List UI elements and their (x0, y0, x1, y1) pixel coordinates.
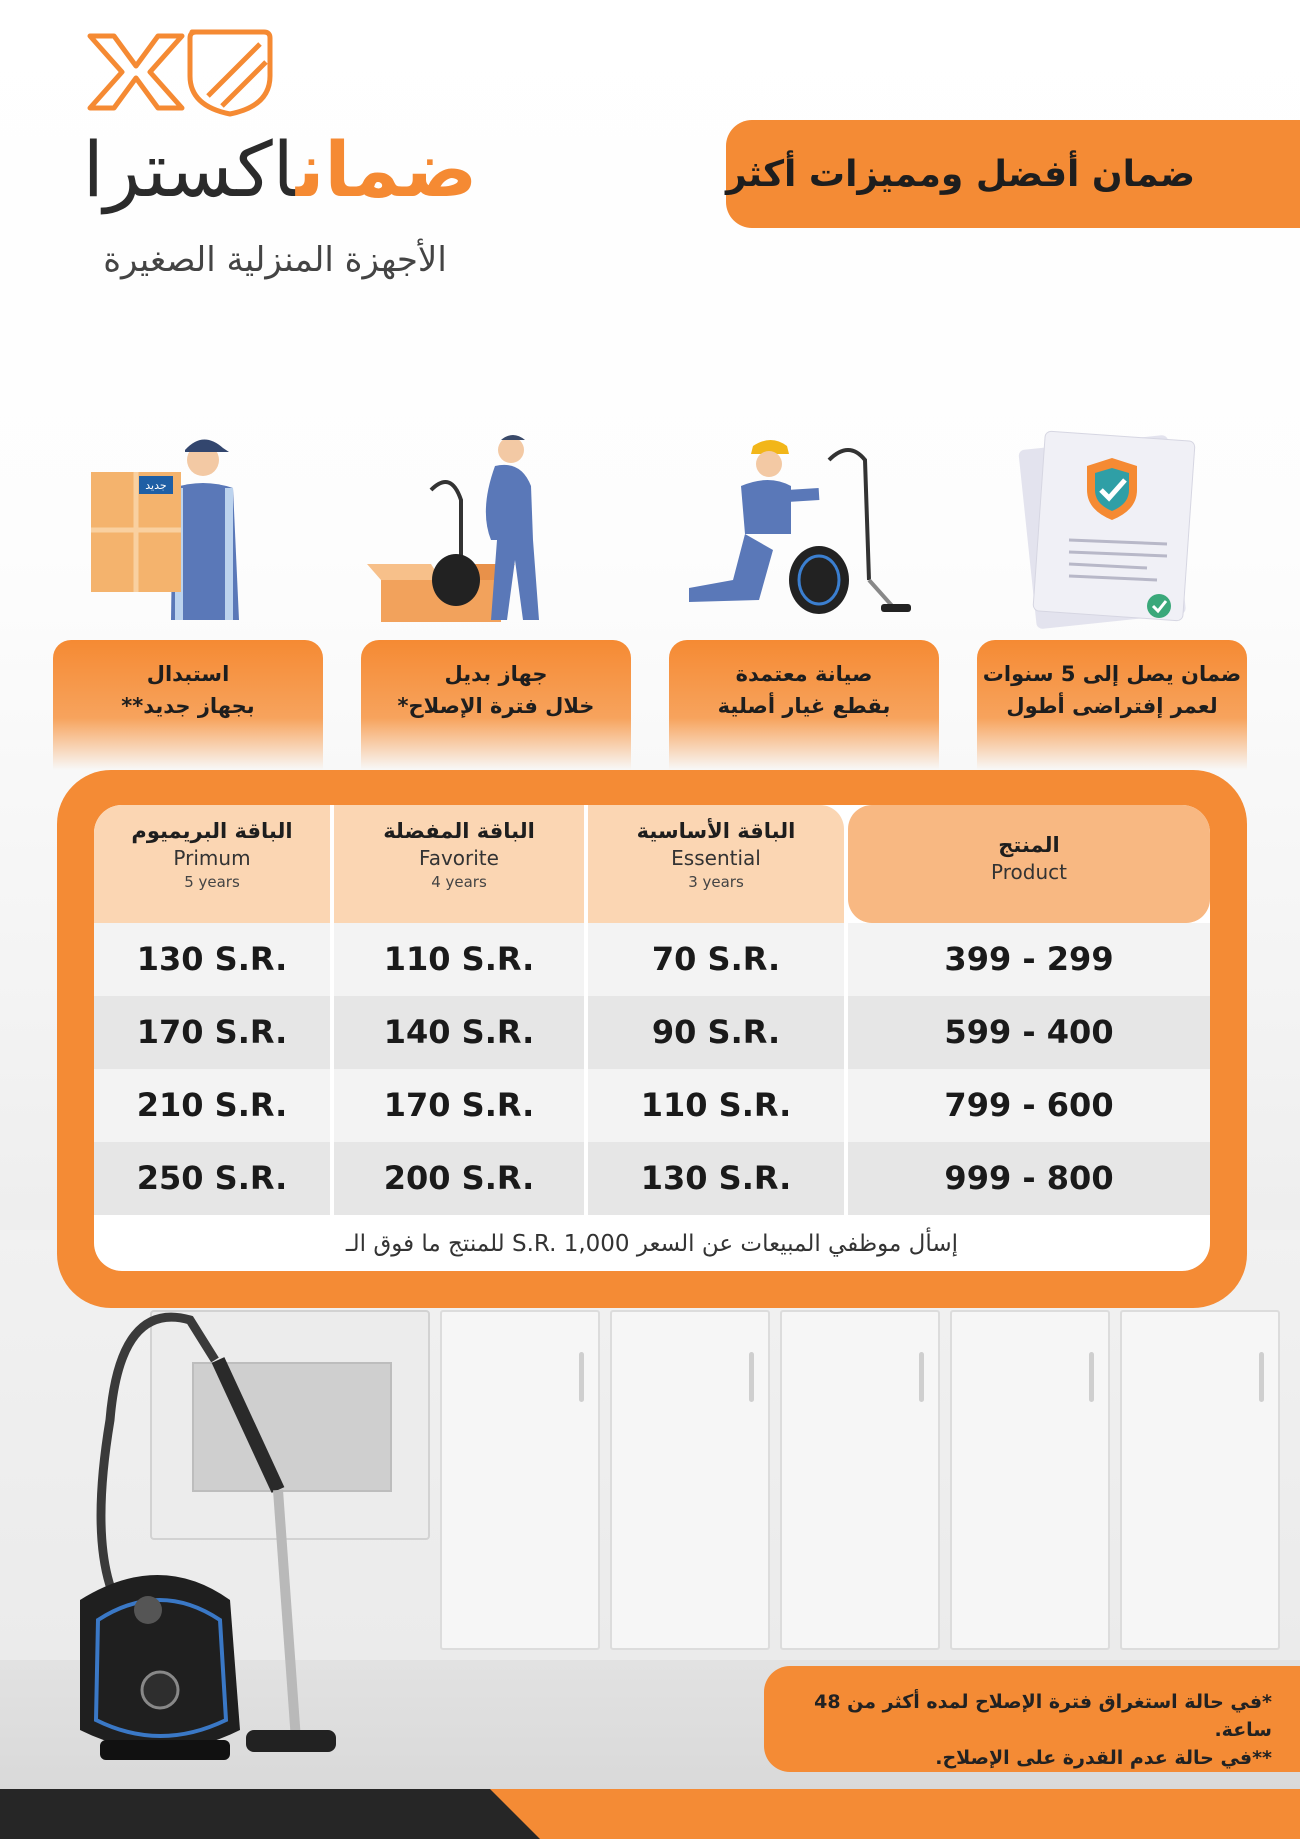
header-favorite (334, 805, 584, 923)
cabinet (780, 1310, 940, 1650)
price-range: 999 - 800 (944, 1159, 1114, 1197)
brand-subtitle: الأجهزة المنزلية الصغيرة (103, 240, 447, 280)
price-favorite: 110 S.R. (383, 940, 535, 978)
feature-line1: ضمان يصل إلى 5 سنوات (982, 662, 1242, 686)
header-favorite-ar: الباقة المفضلة (383, 819, 535, 843)
cabinet (950, 1310, 1110, 1650)
header-premium (94, 805, 330, 923)
header-essential-en: Essential (671, 846, 761, 870)
column-divider (330, 805, 334, 1217)
price-premium: 130 S.R. (136, 940, 288, 978)
price-essential: 130 S.R. (640, 1159, 792, 1197)
price-table (94, 805, 1210, 1271)
feature-card (977, 640, 1247, 770)
table-row (94, 923, 1210, 996)
feature-line2: بجهاز جديد** (121, 694, 255, 718)
header-banner (726, 120, 1300, 228)
feature-card (53, 640, 323, 770)
header-product-ar: المنتج (998, 833, 1060, 857)
header-title: ضمان أفضل ومميزات أكثر (726, 153, 1196, 195)
price-essential: 70 S.R. (651, 940, 781, 978)
feature-card (361, 640, 631, 770)
price-premium: 250 S.R. (136, 1159, 288, 1197)
brand-name-dark: اكسترا (82, 125, 296, 214)
price-range: 399 - 299 (944, 940, 1114, 978)
header-premium-years: 5 years (184, 873, 240, 891)
feature-replacement (361, 430, 631, 770)
feature-line2: بقطع غيار أصلية (717, 694, 891, 718)
brand-name (80, 120, 480, 220)
replacement-device-icon (361, 430, 631, 630)
cabinet (440, 1310, 600, 1650)
header-essential (588, 805, 844, 923)
delivery-box-icon (53, 430, 323, 630)
header-product (848, 805, 1210, 923)
table-row (94, 1142, 1210, 1215)
feature-warranty (977, 430, 1247, 770)
table-row (94, 996, 1210, 1069)
price-premium: 210 S.R. (136, 1086, 288, 1124)
feature-line1: استبدال (146, 662, 230, 686)
price-favorite: 200 S.R. (383, 1159, 535, 1197)
header-essential-years: 3 years (688, 873, 744, 891)
header-favorite-en: Favorite (419, 846, 499, 870)
header-essential-ar: الباقة الأساسية (636, 819, 796, 843)
price-table-frame (57, 770, 1247, 1308)
brand-name-orange: ضمان (295, 125, 478, 214)
price-essential: 90 S.R. (651, 1013, 781, 1051)
feature-line1: جهاز بديل (444, 662, 548, 686)
shield-document-icon (977, 430, 1247, 630)
header-favorite-years: 4 years (431, 873, 487, 891)
feature-exchange (53, 430, 323, 770)
price-favorite: 170 S.R. (383, 1086, 535, 1124)
footnote-line: *في حالة استغراق فترة الإصلاح لمده أكثر من 48 ساعة. (814, 1691, 1272, 1741)
bottom-band-orange (490, 1789, 1300, 1839)
logo-mark-icon (84, 26, 274, 118)
price-range: 799 - 600 (944, 1086, 1114, 1124)
header-premium-ar: الباقة البريميوم (131, 819, 293, 843)
feature-line2: لعمر إفتراضى أطول (1006, 694, 1218, 718)
price-favorite: 140 S.R. (383, 1013, 535, 1051)
header-product-en: Product (991, 860, 1067, 884)
cabinet (610, 1310, 770, 1650)
footnotes-box (764, 1666, 1300, 1772)
feature-line1: صيانة معتمدة (735, 662, 873, 686)
price-premium: 170 S.R. (136, 1013, 288, 1051)
feature-card (669, 640, 939, 770)
footnote-line: **في حالة عدم القدرة على الإصلاح. (935, 1747, 1272, 1769)
box-label: جديد (145, 479, 167, 492)
column-divider (584, 805, 588, 1217)
feature-line2: خلال فترة الإصلاح* (397, 694, 595, 718)
technician-repair-icon (669, 430, 939, 630)
column-divider (844, 805, 848, 1217)
table-note: للمنتج ما فوق الـ S.R. 1,000 إسأل موظفي المبيعات عن السعر (345, 1231, 959, 1257)
price-essential: 110 S.R. (640, 1086, 792, 1124)
header-premium-en: Primum (173, 846, 251, 870)
vacuum-cleaner-icon (40, 1300, 400, 1780)
feature-maintenance (669, 430, 939, 770)
price-range: 599 - 400 (944, 1013, 1114, 1051)
cabinet (1120, 1310, 1280, 1650)
table-row (94, 1069, 1210, 1142)
